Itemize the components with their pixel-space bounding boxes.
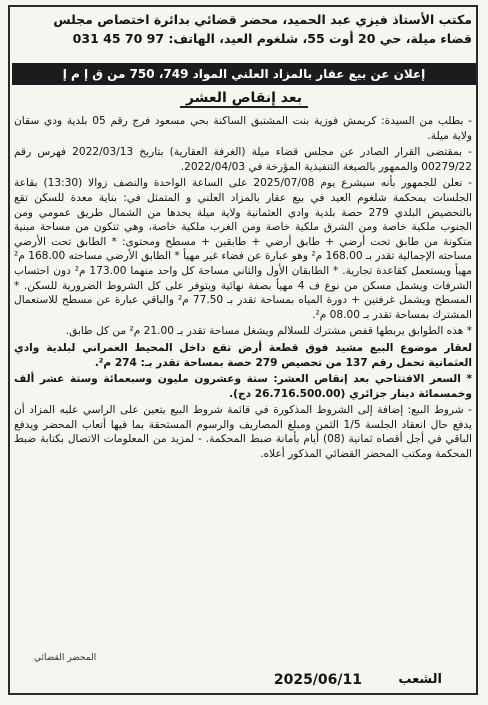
paragraph-sale-details: - نعلن للجمهور بأنه سيشرع يوم 2025/07/08 على الساعة الواحدة والنصف زوالا (13:30) بقاعة الجلسات بمحكمة شلغوم العيد في بيع عقار بالمزاد العلني و المتمثل في: بناية معدة للسكن تقع بالتحصيص البلدي 279 حصة بلدية وادي العثمانية ولاية ميلة يحدها من الشمال طريق عمومي ومن الجنوب ملكية خاصة ومن الشرق ملكية خاصة ومن الغرب ملكية خاصة، وهي تتكون من مساحة مبنية متكونة من طابق تحت أرضي + طابق أرضي + طابقين + مسطح ومحتوى: * الطابق تحت الأرضي مساحته الإجمالية تقدر بـ 168.00 م² وهو عبارة عن فضاء غير مهيأ * الطابق الأرضي مساحته 168.00 م² مهيأ ويستعمل كقاعدة تجارية. * الطابقان الأول والثاني مساحة كل واحد منهما 173.00 م² دون احتساب الشرفات ويشمل مسكن من نوع ف 4 مهيأ بصفة نهائية ويتوفر على كل الشروط الضرورية للسكن. * المسطح ويشمل غرفتين + دورة المياه بمساحة تقدر بـ 77.50 م² والباقي عبارة عن مسطح للاستعمال المشترك بمساحة تقدر بـ 08.00 م². [14,177,472,321]
header-line-1: مكتب الأستاذ فيزي عبد الحميد، محضر قضائي بدائرة اختصاص مجلس [53,12,472,27]
paragraph-sale-conditions: - شروط البيع: إضافة إلى الشروط المذكورة في قائمة شروط البيع يتعين على الراسي عليه المزاد أن يدفع حال انعقاد الجلسة 1/5 الثمن ومبلغ المصاريف والرسوم المستحقة بما فيها أتعاب المحضر ويدفع الباقي في أجل أقصاه ثمانية (08) أيام بأمانة ضبط المحكمة. - لمزيد من المعلومات الاتصال بكتابة ضبط المحكمة ومكتب المحضر القضائي المذكور أعلاه. [14,404,472,461]
publication-date: 2025/06/11 [273,672,362,688]
newspaper-footer [14,670,472,690]
paragraph-opening-price: * السعر الافتتاحي بعد إنقاص العشر: ستة وعشرون مليون وسبعمائة وستة عشر ألف وخمسمائة دينار جزائري (26.716.500.00 دج). [14,373,472,400]
bailiff-signature: المحضر القضائي [34,653,97,663]
auction-banner: إعلان عن بيع عقار بالمزاد العلني المواد 749، 750 من ق إ م إ [12,63,476,85]
paragraph-decision: - بمقتضى القرار الصادر عن مجلس قضاء ميلة (الغرفة العقارية) بتاريخ 2022/03/13 فهرس رقم 00279/22 والممهور بالصيغة التنفيذية المؤرخة في 2022/04/03. [14,146,472,173]
notice-subtitle [12,88,476,108]
paragraph-requester: - بطلب من السيدة: كريمش فوزية بنت المشتبق الساكنة بحي مسعود فرج رقم 05 بلدية ودي سقان ولاية ميلة. [14,115,472,142]
subtitle-text: بعد إنقاص العشر [180,90,308,108]
notice-body [14,114,472,464]
newspaper-name: الشعب [398,672,442,687]
header-line-2: قضاء ميلة، حي 20 أوت 55، شلغوم العيد، الهاتف: 97 70 45 031 [72,31,472,46]
paragraph-land-plot: لعقار موضوع البيع مشيد فوق قطعة أرض تقع داخل المحيط العمراني لبلدية وادي العثمانية تحمل رقم 137 من تحصيص 279 حصة بمساحة تقدر بـ: 274 م². [14,341,472,369]
bailiff-header [14,10,472,48]
paragraph-stairwell: * هذه الطوابق يربطها قفص مشترك للسلالم ويشغل مساحة تقدر بـ 21.00 م² من كل طابق. [65,325,472,338]
